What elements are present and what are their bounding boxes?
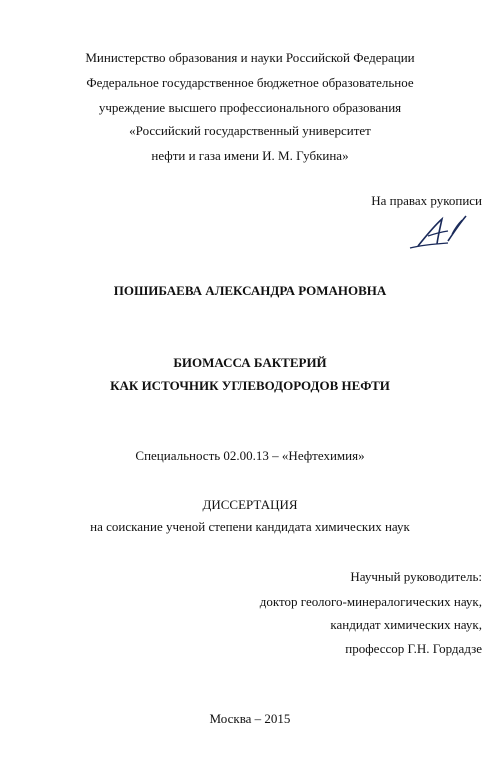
supervisor-line: Научный руководитель: <box>350 569 482 584</box>
author-name: ПОШИБАЕВА АЛЕКСАНДРА РОМАНОВНА <box>113 283 387 298</box>
supervisor-line: кандидат химических наук, <box>330 617 482 632</box>
supervisor-line: профессор Г.Н. Гордадзе <box>345 641 482 656</box>
institution-line: Федеральное государственное бюджетное образовательное <box>86 75 414 90</box>
dissertation-heading: ДИССЕРТАЦИЯ <box>202 497 298 512</box>
supervisor-line: доктор геолого-минералогических наук, <box>259 594 482 609</box>
handwritten-signature <box>408 214 470 254</box>
title-line-2: КАК ИСТОЧНИК УГЛЕВОДОРОДОВ НЕФТИ <box>110 378 390 393</box>
specialty: Специальность 02.00.13 – «Нефтехимия» <box>135 448 365 463</box>
title-line-1: БИОМАССА БАКТЕРИЙ <box>173 355 327 370</box>
manuscript-note: На правах рукописи <box>371 193 482 208</box>
institution-line: учреждение высшего профессионального образования <box>98 100 402 115</box>
institution-line: «Российский государственный университет <box>129 123 371 138</box>
dissertation-purpose: на соискание ученой степени кандидата химических наук <box>90 519 410 534</box>
institution-line: Министерство образования и науки Российской Федерации <box>85 50 415 65</box>
city-year: Москва – 2015 <box>209 711 291 726</box>
institution-line: нефти и газа имени И. М. Губкина» <box>151 148 349 163</box>
